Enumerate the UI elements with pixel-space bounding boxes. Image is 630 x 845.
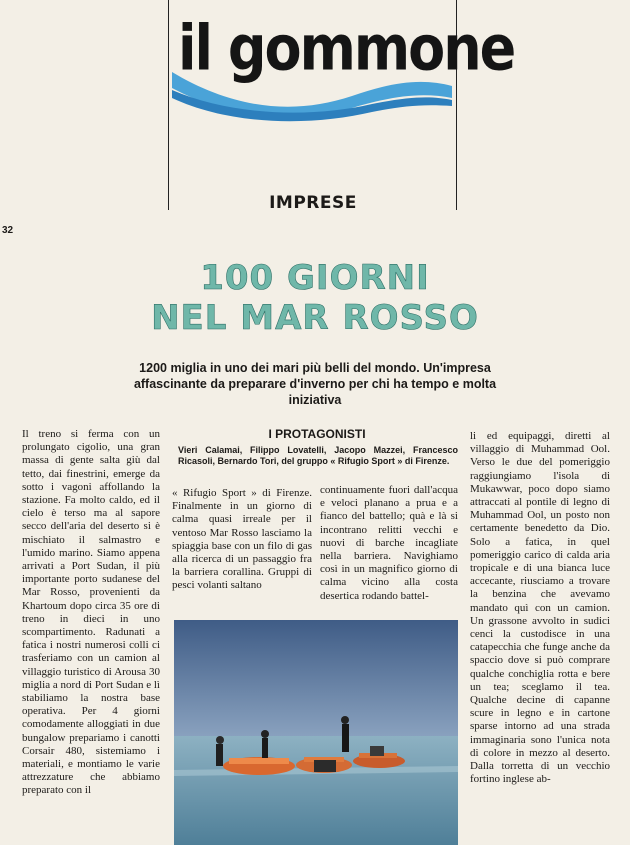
logo-text: il gommone bbox=[178, 12, 515, 85]
article-title bbox=[80, 258, 550, 338]
body-column-4: li ed equipaggi, diretti al villaggio di Muhammad Ool. Verso le due del pomeriggio raggiungiamo l'isola di Mukawwar, poco dopo siamo attraccati al pontile di legno di Muhammad Ool, un posto non certamente benedetto da Dio. Solo a fatica, in quel pomeriggio carico di calda aria tropicale e di una bianca luce accecante, riusciamo a trovare la benzina che avevamo mandato quì con un camion. Un grassone avvolto in sudici cenci la custodisce in una catapecchia che funge anche da spaccio dove si può comprare qualche conchiglia rotta e bere un tea; sceglamo il tea. Qualche decine di capanne scure in legno e in cartone sparse intorno ad una strada immaginaria sono l'unica nota di colore in mezzo al deserto. Dalla torretta di un vecchio fortino inglese ab- bbox=[470, 430, 610, 786]
body-column-1: Il treno si ferma con un prolungato cigolio, una gran massa di gente salta giù dal tetto, dai finestrini, emerge da sotto i vagoni affollando la stazione. Fa molto caldo, ed il cielo è terso ma al sapore secco dell'aria del deserto si è mischiato il salmastro e l'umido marino. Siamo appena arrivati a Port Sudan, il più importante porto sudanese del Mar Rosso, provenienti da Khartoum dopo circa 35 ore di treno in dieci in uno scompartimento. Radunati a fatica i nostri numerosi colli ci trasferiamo con un camion al villaggio turistico di Arousa 30 miglia a nord di Port Sudan e lì stabiliamo la nostra base operativa. Per 4 giorni comodamente alloggiati in due bungalow prepariamo i canotti Corsair 480, sistemiamo i materiali, e montiamo le varie attrezzature che abbiamo preparato con il bbox=[22, 428, 160, 797]
protagonists-title: I PROTAGONISTI bbox=[268, 427, 366, 441]
page-number: 32 bbox=[2, 225, 14, 236]
title-line-1: 100 GIORNI bbox=[200, 258, 430, 298]
body-column-2: « Rifugio Sport » di Firenze. Finalmente in un giorno di calma quasi irreale per il ventoso Mar Rosso lasciamo la spiaggia base con un filo di gas alla ricerca di un passaggio fra la barriera corallina. Gruppi di pesci volanti saltano bbox=[172, 487, 312, 592]
title-line-2: NEL MAR ROSSO bbox=[151, 298, 479, 338]
protagonists-text: Vieri Calamai, Filippo Lovatelli, Jacopo Mazzei, Francesco Ricasoli, Bernardo Tori, del gruppo « Rifugio Sport » di Firenze. bbox=[178, 445, 458, 466]
section-label: IMPRESE bbox=[269, 193, 357, 213]
body-column-3: continuamente fuori dall'acqua e veloci planano a prua e a fianco del battello; quà e là si incontrano relitti vecchi e nuovi di barche incagliate nella barriera. Navighiamo così in un magnifico giorno di calma vicino alla costa desertica rodando battel- bbox=[320, 484, 458, 602]
inflatable-boats-photo bbox=[174, 620, 458, 845]
article-subtitle: 1200 miglia in uno dei mari più belli del mondo. Un'impresa affascinante da preparare d'inverno per chi ha tempo e molta iniziativa bbox=[133, 361, 497, 407]
